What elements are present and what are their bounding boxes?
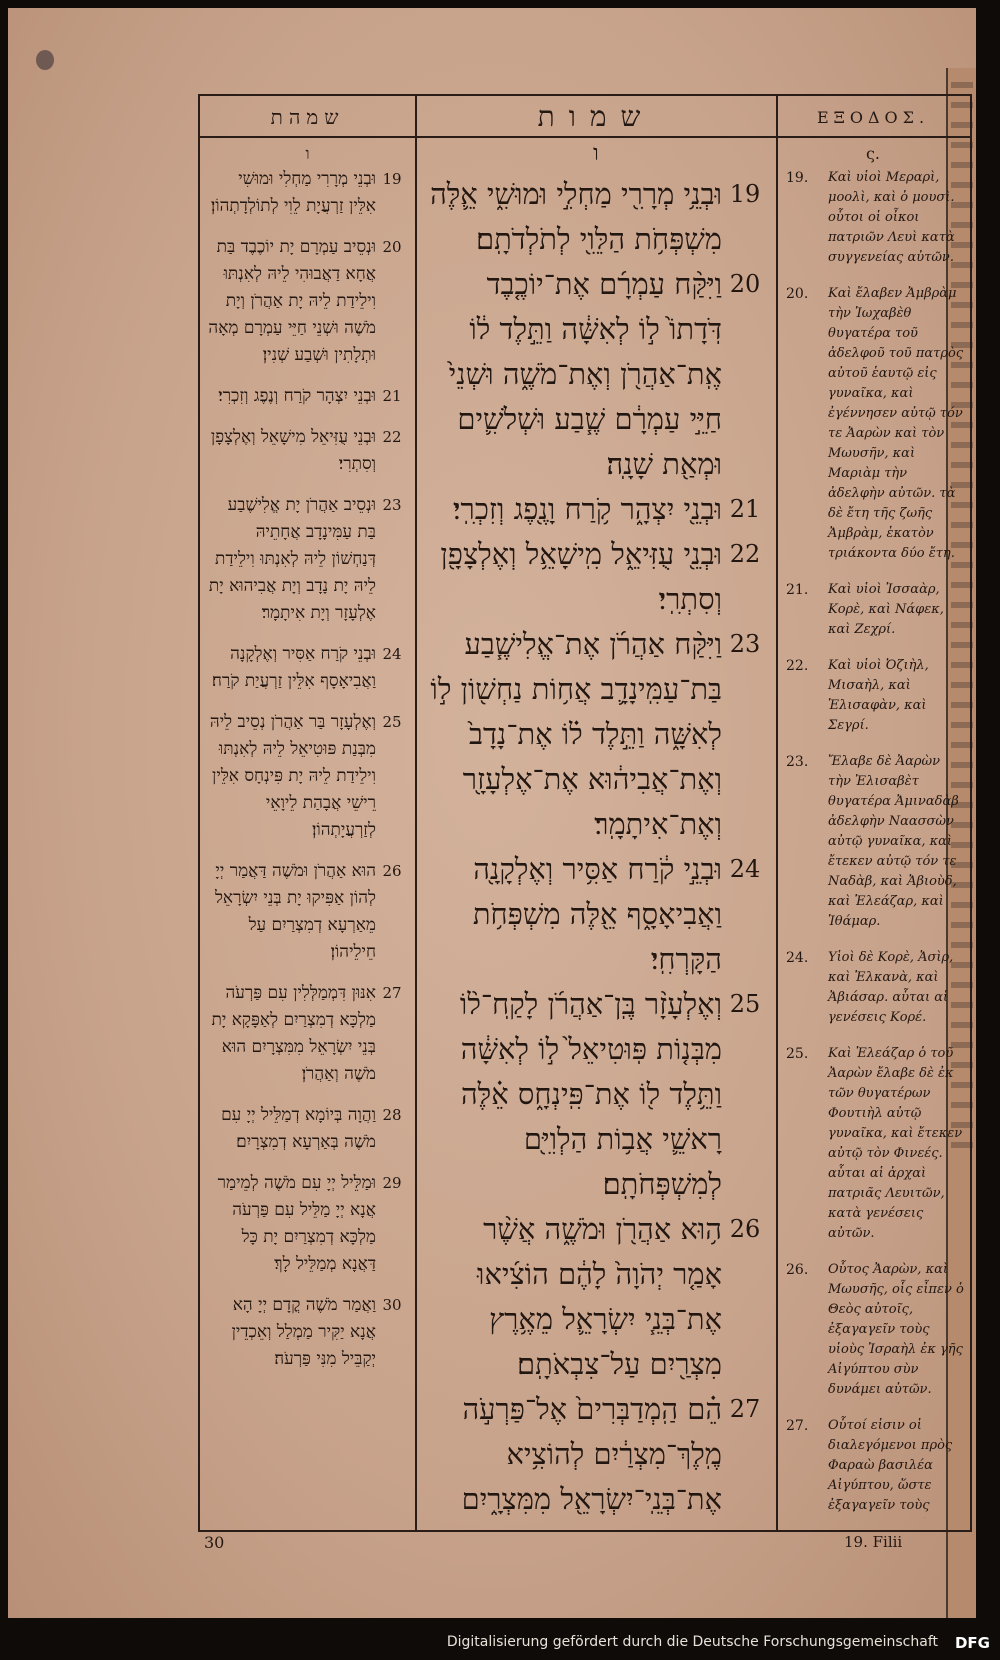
aramaic-verse-number: 30	[382, 1296, 402, 1314]
aramaic-verse-number: 28	[382, 1106, 402, 1124]
hebrew-text-column	[426, 172, 768, 1517]
hebrew-verse-text: וַיִּקַּ֨ח אַהֲרֹ֜ן אֶת־אֱלִישֶׁ֧בַע בַּת־עַמִּֽינָדָ֛ב אֲח֥וֹת נַחְשׁ֖וֹן ל֣וֹ לְאִשָּׁ֑ה וַתֵּ֣לֶד ל֗וֹ אֶת־נָדָב֙ וְאֶת־אֲבִיה֔וּא אֶת־אֶלְעָזָ֖ר וְאֶת־אִיתָמָֽר׃	[430, 627, 722, 841]
hebrew-verse-number: 22	[729, 540, 761, 568]
greek-verse-text: Καὶ υἱοὶ Μεραρὶ, μοολὶ, καὶ ὁ μουσὶ. οὗτοι οἱ οἶκοι πατριῶν Λευὶ κατὰ συγγενείας αὐτῶν.	[828, 170, 955, 265]
greek-verse-text: Καὶ υἱοὶ Ἰσσαὰρ, Κορὲ, καὶ Νάφεκ, καὶ Ζεχρί.	[828, 582, 944, 637]
greek-verse-number: 23.	[786, 754, 809, 770]
greek-verse-text: Υἱοὶ δὲ Κορὲ, Ἀσὶρ, καὶ Ἐλκανὰ, καὶ Ἀβιάσαρ. αὗται αἱ γενέσεις Κορέ.	[828, 950, 954, 1025]
greek-verse-text: Καὶ Ἐλεάζαρ ὁ τοῦ Ἀαρὼν ἔλαβε δὲ ἐκ τῶν θυγατέρων Φουτιὴλ αὐτῷ γυναῖκα, καὶ ἔτεκεν αὐτῷ τὸν Φινεές. αὗται αἱ ἀρχαὶ πατριᾶς Λευιτῶν, κατὰ γενέσεις αὐτῶν.	[828, 1046, 963, 1241]
greek-verse	[786, 1044, 964, 1244]
hebrew-verse-number: 27	[729, 1395, 761, 1423]
aramaic-verse-text: אִנּוּן דִּמְמַלְּלִין עִם פַּרְעֹה מַלְכָּא דְמִצְרַיִם לְאַפָּקָא יָת בְּנֵי יִשְׂרָאֵל מִמִּצְרָיִם הוּא מֹשֶׁה וְאַהֲרֹן׃	[211, 983, 376, 1084]
hebrew-verse	[426, 487, 768, 532]
greek-verse-number: 19.	[786, 170, 809, 186]
greek-verse-text: Οὗτος Ἀαρὼν, καὶ Μωυσῆς, οἷς εἶπεν ὁ Θεὸς αὐτοῖς, ἐξαγαγεῖν τοὺς υἱοὺς Ἰσραὴλ ἐκ γῆς Αἰγύπτου σὺν δυνάμει αὐτῶν.	[828, 1262, 964, 1397]
aramaic-verse-text: וּבְנֵי קֹרַח אַסִּיר וְאֶלְקָנָה וַאֲבִיאָסָף אִלֵּין זַרְעֲיַת קֹרַח׃	[211, 644, 376, 691]
hebrew-verse-text: וּבְנֵ֖י עֻזִּיאֵ֑ל מִֽישָׁאֵ֥ל וְאֶלְצָפָ֖ן וְסִתְרִֽי׃	[440, 537, 722, 616]
greek-septuagint-column	[786, 168, 964, 1518]
aramaic-verse-number: 22	[382, 428, 402, 446]
aramaic-verse	[208, 980, 408, 1088]
aramaic-verse	[208, 641, 408, 695]
aramaic-verse-number: 24	[382, 645, 402, 663]
aramaic-targum-column	[208, 166, 408, 1516]
greek-verse-number: 24.	[786, 950, 809, 966]
greek-verse	[786, 168, 964, 268]
hebrew-verse	[426, 1387, 768, 1517]
aramaic-verse-number: 25	[382, 713, 402, 731]
hebrew-verse-text: וּבְנֵ֣י קֹ֔רַח אַסִּ֥יר וְאֶלְקָנָ֖ה וַאֲבִיאָסָ֑ף אֵ֖לֶּה מִשְׁפְּחֹ֥ת הַקָּרְחִֽי׃	[472, 852, 722, 976]
hebrew-verse-number: 19	[729, 180, 761, 208]
greek-verse-number: 22.	[786, 658, 809, 674]
book-page	[8, 8, 976, 1618]
aramaic-verse-text: וּמַלֵּיל יְיָ עִם מֹשֶׁה לְמֵימַר אֲנָא יְיָ מַלֵּיל עִם פַּרְעֹה מַלְכָּא דְמִצְרַיִם יָת כָּל דַּאֲנָא מְמַלֵּיל לָךְ׃	[217, 1173, 376, 1274]
greek-verse-text: Ἔλαβε δὲ Ἀαρὼν τὴν Ἐλισαβὲτ θυγατέρα Ἀμιναδὰβ ἀδελφὴν Ναασσὼν αὐτῷ γυναῖκα, καὶ ἔτεκεν αὐτῷ τόν τε Ναδὰβ, καὶ Ἀβιοὺδ, καὶ Ἐλεάζαρ, καὶ Ἰθάμαρ.	[828, 754, 959, 929]
greek-running-title: ΕΞΟΔΟΣ.	[816, 107, 930, 127]
aramaic-verse-text: וַהֲוָה בְּיוֹמָא דְמַלֵּיל יְיָ עִם מֹשֶׁה בְּאַרְעָא דְמִצְרָיִם׃	[221, 1105, 376, 1152]
aramaic-verse	[208, 709, 408, 844]
hebrew-verse-text: וַיִּקַּ֨ח עַמְרָ֜ם אֶת־יוֹכֶ֤בֶד דֹּֽדָתוֹ֙ ל֣וֹ לְאִשָּׁ֔ה וַתֵּ֣לֶד ל֔וֹ אֶֽת־אַהֲרֹ֖ן וְאֶת־מֹשֶׁ֑ה וּשְׁנֵי֙ חַיֵּ֣י עַמְרָ֔ם שֶׁ֧בַע וּשְׁלֹשִׁ֛ים וּמְאַ֖ת שָׁנָֽה׃	[448, 267, 722, 481]
catchword: 19. Filii	[844, 1533, 903, 1551]
aramaic-verse	[208, 1102, 408, 1156]
hebrew-verse-number: 23	[729, 630, 761, 658]
aramaic-verse	[208, 1170, 408, 1278]
hebrew-verse	[426, 172, 768, 262]
aramaic-verse-text: הוּא אַהֲרֹן וּמֹשֶׁה דַּאֲמַר יְיָ לְהוֹן אַפִּיקוּ יָת בְּנֵי יִשְׂרָאֵל מֵאַרְעָא דְמִצְרַיִם עַל חֵילֵיהוֹן׃	[214, 861, 376, 962]
digitization-banner	[0, 1618, 1000, 1660]
aramaic-verse-text: וּבְנֵי עֻזִּיאֵל מִישָׁאֵל וְאֶלְצָפָן וְסִתְרִי׃	[210, 427, 376, 474]
binding-hole	[36, 50, 54, 70]
aramaic-verse-text: וַאֲמַר מֹשֶׁה קֳדָם יְיָ הָא אֲנָא יַקִּיר מַמְלַל וְאֵכְדֵין יְקַבֵּיל מִנִּי פַּרְעֹה׃	[231, 1295, 376, 1369]
aramaic-verse-number: 26	[382, 862, 402, 880]
header-rule	[200, 136, 970, 138]
hebrew-verse	[426, 982, 768, 1207]
aramaic-verse-text: וּבְנֵי מְרָרִי מַחְלִי וּמוּשִׁי אִלֵּין זַרְעֲיָת לֵוִי לְתוֹלְדָתְהוֹן׃	[210, 169, 376, 216]
greek-verse-text: Καὶ ἔλαβεν Ἀμβρὰμ τὴν Ἰωχαβὲθ θυγατέρα τοῦ ἀδελφοῦ τοῦ πατρὸς αὐτοῦ ἑαυτῷ εἰς γυναῖκα, καὶ ἐγέννησεν αὐτῷ τόν τε Ἀαρὼν καὶ τὸν Μωυσῆν, καὶ Μαριὰμ τὴν ἀδελφὴν αὐτῶν. τὰ δὲ ἔτη τῆς ζωῆς Ἀμβρὰμ, ἑκατὸν τριάκοντα δύο ἔτη.	[828, 286, 964, 561]
greek-chapter-number: ς.	[865, 144, 881, 163]
greek-verse	[786, 948, 964, 1028]
aramaic-verse-number: 23	[382, 496, 402, 514]
dfg-logo: DFG	[954, 1634, 990, 1652]
hebrew-verse-number: 20	[729, 270, 761, 298]
aramaic-verse-number: 20	[382, 238, 402, 256]
greek-verse-number: 27.	[786, 1418, 809, 1434]
aramaic-verse-text: וְאֶלְעָזָר בַּר אַהֲרֹן נְסֵיב לֵיהּ מִבְּנַת פּוּטִיאֵל לֵיהּ לְאִנְתּוּ וִילֵידַת לֵיהּ יָת פִּינְחָס אִלֵּין רֵישֵׁי אֲבָהַת לֵיוָאֵי לְזַרְעֲיָתְהוֹן׃	[209, 712, 376, 840]
aramaic-verse-number: 27	[382, 984, 402, 1002]
hebrew-verse-number: 24	[729, 855, 761, 883]
aramaic-verse-text: וּבְנֵי יִצְהָר קֹרַח וְנֶפֶג וְזִכְרִי׃	[218, 386, 376, 406]
greek-verse-text: Οὗτοί εἰσιν οἱ διαλεγόμενοι πρὸς Φαραὼ βασιλέα Αἰγύπτου, ὥστε ἐξαγαγεῖν τοὺς	[828, 1418, 953, 1513]
hebrew-verse-text: וּבְנֵ֥י מְרָרִ֖י מַחְלִ֣י וּמוּשִׁ֑י אֵ֛לֶּה מִשְׁפְּחֹ֥ת הַלֵּוִ֖י לְתֹלְדֹתָֽם׃	[430, 177, 722, 256]
greek-verse-number: 26.	[786, 1262, 809, 1278]
greek-verse	[786, 580, 964, 640]
hebrew-verse-text: הֵ֗ם הַֽמְדַבְּרִים֙ אֶל־פַּרְעֹ֣ה מֶֽלֶךְ־מִצְרַ֔יִם לְהוֹצִ֥יא אֶת־בְּנֵֽי־יִשְׂרָאֵ֖ל מִמִּצְרָ֑יִם	[461, 1392, 722, 1516]
greek-verse	[786, 656, 964, 736]
hebrew-verse-number: 25	[729, 990, 761, 1018]
hebrew-verse-text: ה֥וּא אַהֲרֹ֖ן וּמֹשֶׁ֑ה אֲשֶׁ֨ר אָמַ֤ר יְהֹוָה֙ לָהֶ֔ם הוֹצִ֜יאוּ אֶת־בְּנֵ֧י יִשְׂרָאֵ֛ל מֵאֶ֥רֶץ מִצְרַ֖יִם עַל־צִבְאֹתָֽם׃	[477, 1212, 722, 1381]
hebrew-verse-number: 21	[729, 495, 761, 523]
aramaic-verse-number: 21	[382, 387, 402, 405]
greek-verse-number: 20.	[786, 286, 809, 302]
aramaic-verse	[208, 858, 408, 966]
hebrew-verse	[426, 1207, 768, 1387]
column-rule-left	[415, 96, 417, 1530]
hebrew-verse-text: וְאֶלְעָזָ֨ר בֶּֽן־אַהֲרֹ֜ן לָקַֽח־ל֨וֹ מִבְּנ֤וֹת פּֽוּטִיאֵל֙ ל֣וֹ לְאִשָּׁ֔ה וַתֵּ֥לֶד ל֖וֹ אֶת־פִּֽינְחָ֑ס אֵ֗לֶּה רָאשֵׁ֛י אֲב֥וֹת הַלְוִיִּ֖ם לְמִשְׁפְּחֹתָֽם׃	[459, 987, 722, 1201]
greek-verse	[786, 752, 964, 932]
hebrew-verse	[426, 847, 768, 982]
aramaic-verse	[208, 492, 408, 627]
page-number: 30	[204, 1533, 225, 1552]
aramaic-verse	[208, 234, 408, 369]
aramaic-verse-text: וּנְסֵיב עַמְרָם יָת יוֹכֶבֶד בַּת אֲחָא דַאֲבוּהִי לֵיהּ לְאִנְתּוּ וִילֵידַת לֵיהּ יָת אַהֲרֹן וְיָת מֹשֶׁה וּשְׁנֵי חַיֵּי עַמְרָם מְאָה וּתְלָתִין וּשְׁבַע שְׁנִין׃	[208, 237, 376, 365]
hebrew-verse-text: וּבְנֵ֖י יִצְהָ֑ר קֹ֥רַח וָנֶ֖פֶג וְזִכְרִֽי׃	[452, 492, 722, 526]
aramaic-verse-number: 29	[382, 1174, 402, 1192]
greek-verse	[786, 1416, 964, 1518]
digitization-credit: Digitalisierung gefördert durch die Deutsche Forschungsgemeinschaft	[446, 1634, 938, 1650]
hebrew-verse	[426, 262, 768, 487]
aramaic-verse	[208, 166, 408, 220]
hebrew-verse	[426, 622, 768, 847]
aramaic-running-title: שמהת	[270, 104, 345, 129]
aramaic-verse	[208, 424, 408, 478]
greek-verse-text: Καὶ υἱοὶ Ὀζιὴλ, Μισαὴλ, καὶ Ἐλισαφὰν, καὶ Σεγρί.	[828, 658, 929, 733]
aramaic-verse-number: 19	[382, 170, 402, 188]
hebrew-running-title: שמות	[537, 100, 655, 133]
greek-verse	[786, 1260, 964, 1400]
greek-verse-number: 25.	[786, 1046, 809, 1062]
aramaic-verse-text: וּנְסֵיב אַהֲרֹן יָת אֱלִישֶׁבַע בַּת עַמִּינָדָב אֲחָתֵיהּ דְּנַחְשׁוֹן לֵיהּ לְאִנְתּוּ וִילֵידַת לֵיהּ יָת נָדָב וְיָת אֲבִיהוּא יָת אֶלְעָזָר וְיָת אִיתָמָר׃	[208, 495, 376, 623]
hebrew-verse-number: 26	[729, 1215, 761, 1243]
aramaic-chapter-number: ו	[305, 144, 310, 163]
hebrew-verse	[426, 532, 768, 622]
hebrew-chapter-number: ו	[593, 141, 599, 166]
aramaic-verse	[208, 1292, 408, 1373]
greek-verse-number: 21.	[786, 582, 809, 598]
aramaic-verse	[208, 383, 408, 410]
column-rule-right	[776, 96, 778, 1530]
greek-verse	[786, 284, 964, 564]
text-frame	[198, 94, 972, 1532]
